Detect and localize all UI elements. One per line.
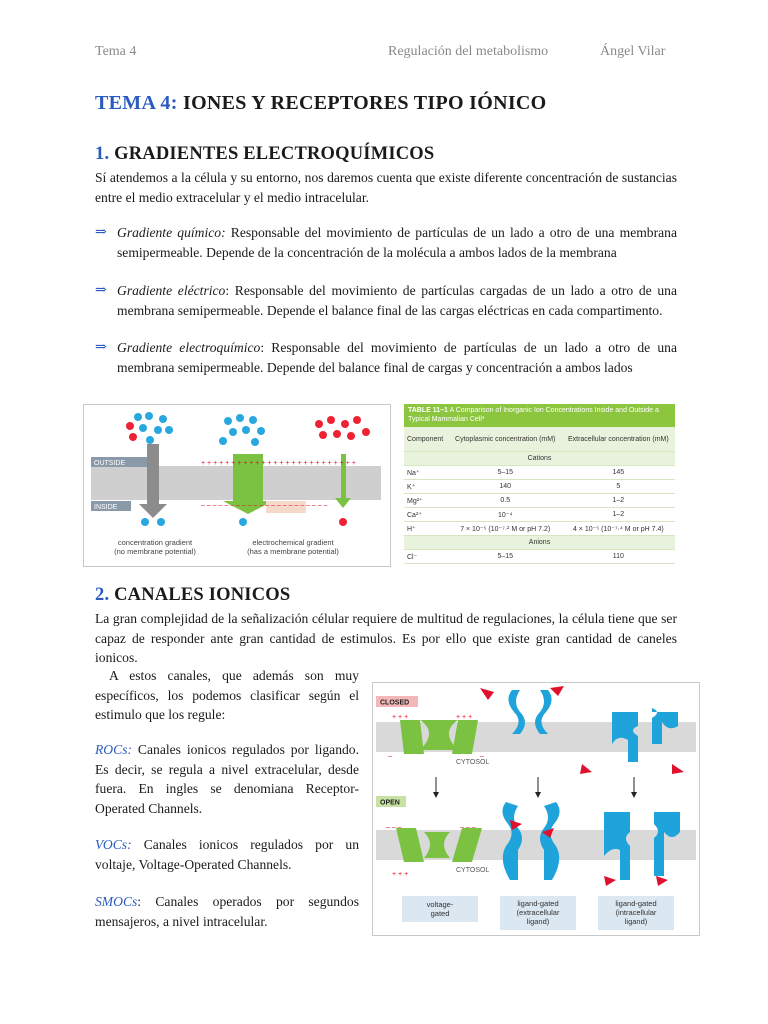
ligand-intracellular-label-2: (intracellular bbox=[615, 908, 657, 917]
bullet-text: Responsable del movimiento de partículas de un lado a otro de una membrana semipermeable. Depende de la concentración de la molécula a ambos lados de la membrana bbox=[117, 225, 677, 260]
fig1-caption-left-sub: (no membrane potential) bbox=[114, 547, 196, 556]
table-row: Cl⁻ 5–15 110 bbox=[404, 550, 675, 564]
section2-heading bbox=[95, 585, 290, 606]
inside-label: INSIDE bbox=[94, 504, 118, 511]
section2-number: 2. bbox=[95, 585, 110, 605]
ligand-extracellular-label: ligand-gated bbox=[517, 899, 559, 908]
svg-text:– – – – – – – – – – – – – – –: – – – – – – – – – – – – – – – – – – – – – – bbox=[201, 502, 328, 509]
table-row: Mg²⁺ 0.5 1–2 bbox=[404, 494, 675, 508]
ligand-extracellular-label-2: (extracellular bbox=[516, 908, 560, 917]
title-number: TEMA 4: bbox=[95, 92, 178, 114]
table-section-label: Anions bbox=[404, 536, 675, 550]
table-row: K⁺ 140 5 bbox=[404, 480, 675, 494]
svg-text:+ + +: + + + bbox=[392, 714, 409, 721]
table-header: Component bbox=[404, 427, 449, 452]
vocs-paragraph bbox=[95, 835, 359, 874]
section2-classification: A estos canales, que además son muy específicos, los podemos clasificar según el estimulo que los regule: bbox=[95, 668, 359, 722]
ion-concentration-table bbox=[404, 404, 675, 565]
vocs-term: VOCs: bbox=[95, 837, 132, 852]
page-title bbox=[95, 92, 547, 115]
ligand-intracellular-label: ligand-gated bbox=[615, 899, 657, 908]
section1-heading bbox=[95, 144, 434, 165]
bullet-text: : Responsable del movimiento de partículas de un lado a otro de una membrana semipermeable. Depende del balance final de cargas y concentración a ambos lados bbox=[117, 340, 677, 375]
rocs-term: ROCs: bbox=[95, 742, 133, 757]
bullet-electroquimico bbox=[95, 338, 677, 377]
section2-title: CANALES IONICOS bbox=[114, 585, 291, 605]
table-row: H⁺ 7 × 10⁻⁵ (10⁻⁷·² M or pH 7.2) 4 × 10⁻⁵ (10⁻⁷·⁴ M or pH 7.4) bbox=[404, 522, 675, 536]
svg-text:–: – bbox=[480, 753, 484, 760]
rocs-paragraph bbox=[95, 740, 359, 818]
bullet-term: Gradiente químico: bbox=[117, 225, 226, 240]
svg-text:+ + +: + + + bbox=[456, 714, 473, 721]
table-header: Cytoplasmic concentration (mM) bbox=[449, 427, 562, 452]
outside-label: OUTSIDE bbox=[94, 460, 126, 467]
table-row: Na⁺ 5–15 145 bbox=[404, 466, 675, 480]
bullet-text: : Responsable del movimiento de partículas cargadas de un lado a otro de una membrana semipermeable. Depende el balance final de las cargas eléctricas en cada compartimento. bbox=[117, 283, 677, 318]
table-caption-text: A Comparison of Inorganic Ion Concentrations Inside and Outside a Typical Mammalian Cell* bbox=[408, 407, 659, 423]
smocs-term: SMOCs bbox=[95, 894, 138, 909]
bullet-term: Gradiente eléctrico bbox=[117, 283, 226, 298]
header-right: Ángel Vilar bbox=[600, 44, 666, 59]
svg-text:+ + +: + + + bbox=[392, 871, 409, 878]
table-section-label: Cations bbox=[404, 452, 675, 466]
bullet-quimico bbox=[95, 223, 677, 262]
table-label: TABLE 11–1 bbox=[408, 407, 448, 414]
section1-intro: Sí atendemos a la célula y su entorno, nos daremos cuenta que existe diferente concentración de sustancias entre el medio extracelular y el medio intracelular. bbox=[95, 170, 677, 205]
header-left: Tema 4 bbox=[95, 44, 137, 59]
svg-text:+ + + + + + + + + + + + + + +: + + + + + + + + + + + + + + + + + + + + + + + + + + bbox=[201, 460, 356, 467]
ligand-intracellular-label-3: ligand) bbox=[624, 917, 648, 926]
section1-title: GRADIENTES ELECTROQUÍMICOS bbox=[114, 144, 435, 164]
cytosol-label-top: CYTOSOL bbox=[456, 759, 490, 766]
fig1-caption-right-sub: (has a membrane potential) bbox=[247, 547, 339, 556]
title-text: IONES Y RECEPTORES TIPO IÓNICO bbox=[182, 92, 547, 114]
arrow-right-icon: ⇒ bbox=[95, 283, 107, 298]
svg-text:– – –: – – – bbox=[460, 824, 476, 831]
bullet-term: Gradiente electroquímico bbox=[117, 340, 261, 355]
arrow-right-icon: ⇒ bbox=[95, 340, 107, 355]
ligand-extracellular-label-3: ligand) bbox=[526, 917, 550, 926]
gradient-figure bbox=[83, 404, 391, 567]
open-label: OPEN bbox=[380, 799, 400, 807]
section1-number: 1. bbox=[95, 144, 110, 164]
voltage-gated-label-2: gated bbox=[430, 909, 450, 918]
vocs-text: Canales ionicos regulados por un voltaje, Voltage-Operated Channels. bbox=[95, 837, 359, 872]
section2-intro: La gran complejidad de la señalización célular requiere de multitud de regulaciones, la célula tiene que ser capaz de responder ante gran cantidad de estimulos. Es por ello que existe gran cantidad de caneles ionicos. bbox=[95, 611, 677, 665]
smocs-text: : Canales operados por segundos mensajeros, a nivel intracelular. bbox=[95, 894, 359, 929]
fig1-caption-right: electrochemical gradient bbox=[252, 538, 334, 547]
cytosol-label-bottom: CYTOSOL bbox=[456, 867, 490, 874]
closed-label: CLOSED bbox=[380, 699, 410, 707]
ion-channel-figure bbox=[372, 682, 700, 936]
bullet-electrico bbox=[95, 281, 677, 320]
table-header: Extracellular concentration (mM) bbox=[562, 427, 675, 452]
header-center: Regulación del metabolismo bbox=[388, 44, 549, 59]
svg-text:–: – bbox=[388, 753, 392, 760]
arrow-right-icon: ⇒ bbox=[95, 225, 107, 240]
voltage-gated-label: voltage- bbox=[426, 900, 454, 909]
fig1-caption-left: concentration gradient bbox=[117, 538, 193, 547]
table-caption bbox=[404, 404, 675, 427]
table-row: Ca²⁺ 10⁻⁴ 1–2 bbox=[404, 508, 675, 522]
smocs-paragraph bbox=[95, 892, 359, 931]
rocs-text: Canales ionicos regulados por ligando. Es decir, se regula a nivel extracelular, desde fuera. En ingles se denomiana Receptor-Operated Channels. bbox=[95, 742, 359, 816]
svg-text:– – –: – – – bbox=[386, 824, 402, 831]
